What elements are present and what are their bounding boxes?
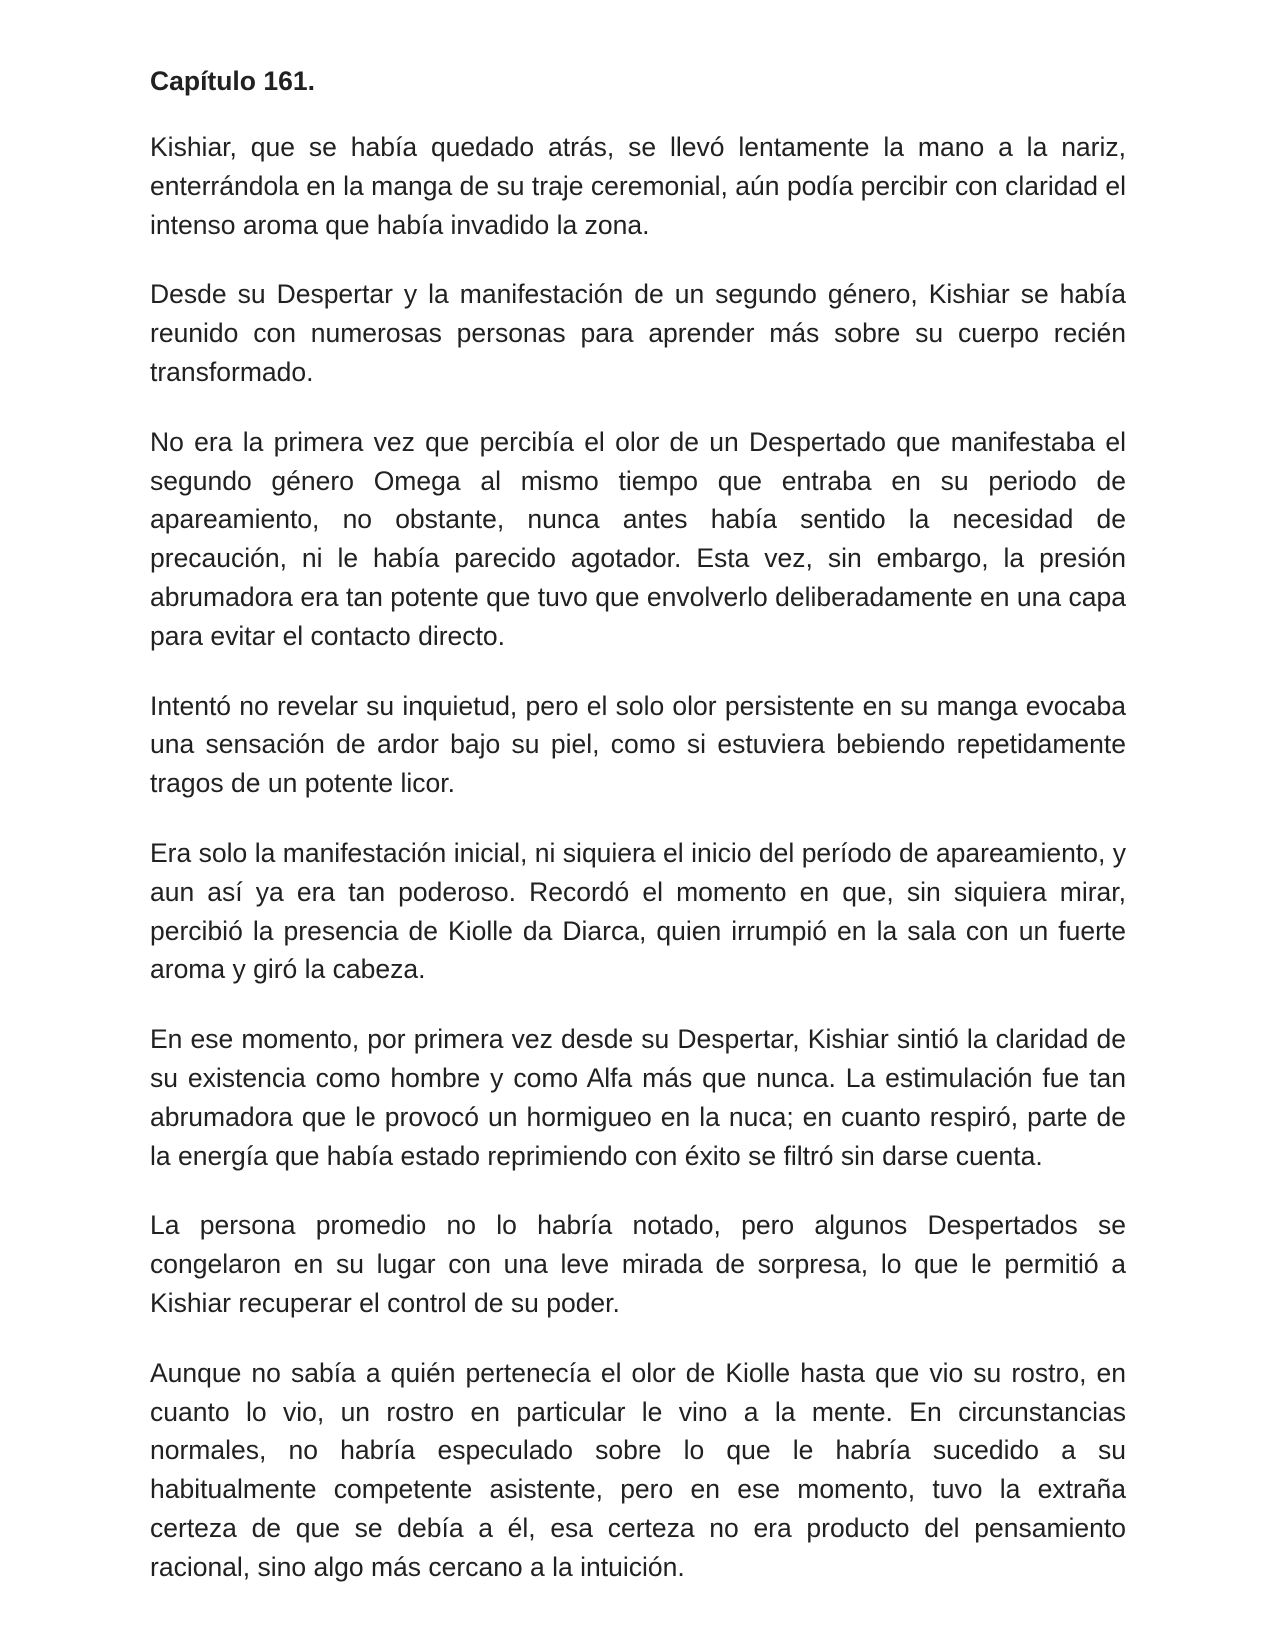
paragraph-4: Intentó no revelar su inquietud, pero el solo olor persistente en su manga evocaba una sensación de ardor bajo su piel, como si estuviera bebiendo repetidamente tragos de un potente licor. <box>150 690 1126 799</box>
paragraph-3: No era la primera vez que percibía el olor de un Despertado que manifestaba el segundo género Omega al mismo tiempo que entraba en su periodo de apareamiento, no obstante, nunca antes había sentido la necesidad de precaución, ni le había parecido agotador. Esta vez, sin embargo, la presión abrumadora era tan potente que tuvo que envolverlo deliberadamente en una capa para evitar el contacto directo. <box>150 426 1126 651</box>
paragraph-5: Era solo la manifestación inicial, ni siquiera el inicio del período de apareamiento, y aun así ya era tan poderoso. Recordó el momento en que, sin siquiera mirar, percibió la presencia de Kiolle da Diarca, quien irrumpió en la sala con un fuerte aroma y giró la cabeza. <box>150 837 1126 985</box>
paragraph-8: Aunque no sabía a quién pertenecía el olor de Kiolle hasta que vio su rostro, en cuanto lo vio, un rostro en particular le vino a la mente. En circunstancias normales, no habría especulado sobre lo que le habría sucedido a su habitualmente competente asistente, pero en ese momento, tuvo la extraña certeza de que se debía a él, esa certeza no era producto del pensamiento racional, sino algo más cercano a la intuición. <box>150 1357 1126 1582</box>
document-page <box>150 62 1126 1587</box>
paragraph-7: La persona promedio no lo habría notado, pero algunos Despertados se congelaron en su lugar con una leve mirada de sorpresa, lo que le permitió a Kishiar recuperar el control de su poder. <box>150 1210 1126 1318</box>
paragraph-2: Desde su Despertar y la manifestación de un segundo género, Kishiar se había reunido con numerosas personas para aprender más sobre su cuerpo recién transformado. <box>150 279 1126 387</box>
chapter-title: Capítulo 161. <box>150 66 315 96</box>
paragraph-1: Kishiar, que se había quedado atrás, se llevó lentamente la mano a la nariz, enterrándola en la manga de su traje ceremonial, aún podía percibir con claridad el intenso aroma que había invadido la zona. <box>150 132 1126 240</box>
paragraph-6: En ese momento, por primera vez desde su Despertar, Kishiar sintió la claridad de su existencia como hombre y como Alfa más que nunca. La estimulación fue tan abrumadora que le provocó un hormigueo en la nuca; en cuanto respiró, parte de la energía que había estado reprimiendo con éxito se filtró sin darse cuenta. <box>150 1024 1126 1171</box>
